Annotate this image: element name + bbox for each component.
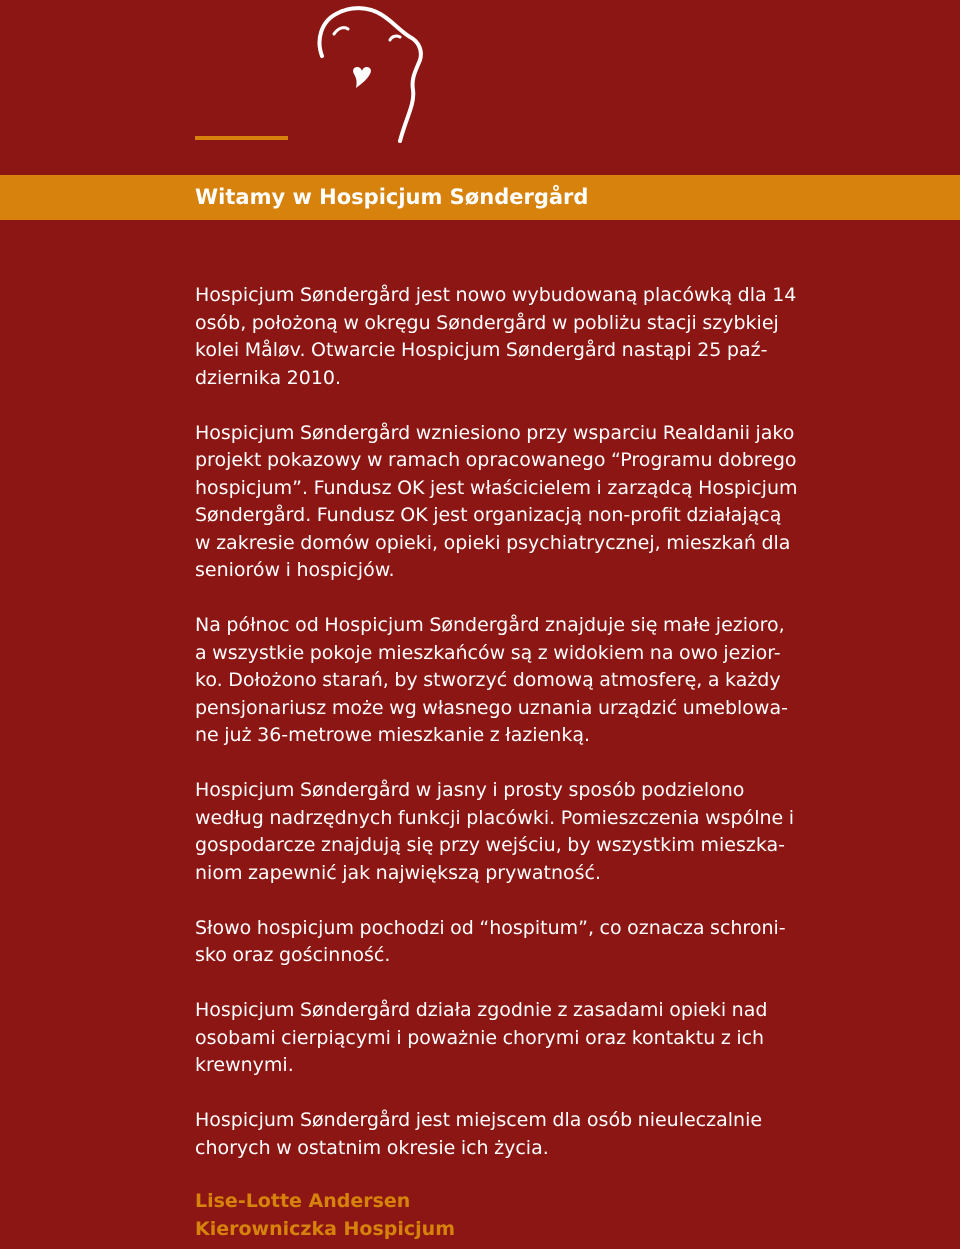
text-line: krewnymi. bbox=[195, 1054, 294, 1076]
head-with-heart-icon bbox=[312, 4, 428, 144]
paragraph-purpose bbox=[195, 1107, 855, 1162]
text-line: seniorów i hospicjów. bbox=[195, 559, 395, 581]
text-line: a wszystkie pokoje mieszkańców są z widokiem na owo jezior- bbox=[195, 641, 781, 664]
text-line: ko. Dołożono starań, by stworzyć domową atmosferę, a każdy bbox=[195, 669, 781, 691]
paragraph-etymology bbox=[195, 915, 855, 970]
text-line: osobami cierpiącymi i poważnie chorymi oraz kontaktu z ich bbox=[195, 1026, 765, 1049]
text-line: sko oraz gościnność. bbox=[195, 944, 391, 966]
signature-role: Kierowniczka Hospicjum bbox=[195, 1217, 456, 1240]
title-band bbox=[0, 175, 960, 220]
text-line: Hospicjum Søndergård w jasny i prosty sposób podzielono bbox=[195, 779, 745, 801]
signature bbox=[195, 1188, 455, 1243]
paragraph-principles bbox=[195, 997, 855, 1080]
text-line: pensjonariusz może wg własnego uznania urządzić umeblowa- bbox=[195, 696, 788, 719]
text-line: Hospicjum Søndergård jest nowo wybudowaną placówką dla 14 bbox=[195, 284, 797, 306]
paragraph-surroundings bbox=[195, 612, 855, 750]
paragraph-layout bbox=[195, 777, 855, 887]
text-line: Na północ od Hospicjum Søndergård znajduje się małe jezioro, bbox=[195, 614, 785, 636]
text-line: niom zapewnić jak największą prywatność. bbox=[195, 861, 601, 884]
text-line: Hospicjum Søndergård wzniesiono przy wsparciu Realdanii jako bbox=[195, 421, 795, 444]
text-line: hospicjum”. Fundusz OK jest właścicielem i zarządcą Hospicjum bbox=[195, 476, 798, 499]
text-line: Słowo hospicjum pochodzi od “hospitum”, co oznacza schroni- bbox=[195, 916, 786, 939]
text-line: chorych w ostatnim okresie ich życia. bbox=[195, 1136, 549, 1159]
text-line: projekt pokazowy w ramach opracowanego “Programu dobrego bbox=[195, 449, 797, 471]
signature-name: Lise-Lotte Andersen bbox=[195, 1190, 411, 1212]
text-line: Hospicjum Søndergård jest miejscem dla osób nieuleczalnie bbox=[195, 1109, 763, 1131]
accent-divider bbox=[195, 136, 288, 140]
text-line: osób, położoną w okręgu Søndergård w pobliżu stacji szybkiej bbox=[195, 311, 779, 334]
text-line: gospodarcze znajdują się przy wejściu, by wszystkim mieszka- bbox=[195, 834, 785, 856]
text-line: według nadrzędnych funkcji placówki. Pomieszczenia wspólne i bbox=[195, 806, 795, 829]
paragraph-ownership bbox=[195, 420, 855, 585]
text-line: kolei Måløv. Otwarcie Hospicjum Søndergård nastąpi 25 paź- bbox=[195, 339, 768, 361]
paragraph-intro bbox=[195, 282, 855, 392]
text-line: w zakresie domów opieki, opieki psychiatrycznej, mieszkań dla bbox=[195, 531, 791, 554]
text-line: ne już 36-metrowe mieszkanie z łazienką. bbox=[195, 724, 591, 746]
text-line: Søndergård. Fundusz OK jest organizacją non-profit działającą bbox=[195, 504, 782, 526]
body-text bbox=[195, 282, 855, 1190]
text-line: dziernika 2010. bbox=[195, 366, 342, 389]
text-line: Hospicjum Søndergård działa zgodnie z zasadami opieki nad bbox=[195, 999, 768, 1021]
page-title: Witamy w Hospicjum Søndergård bbox=[195, 185, 589, 209]
